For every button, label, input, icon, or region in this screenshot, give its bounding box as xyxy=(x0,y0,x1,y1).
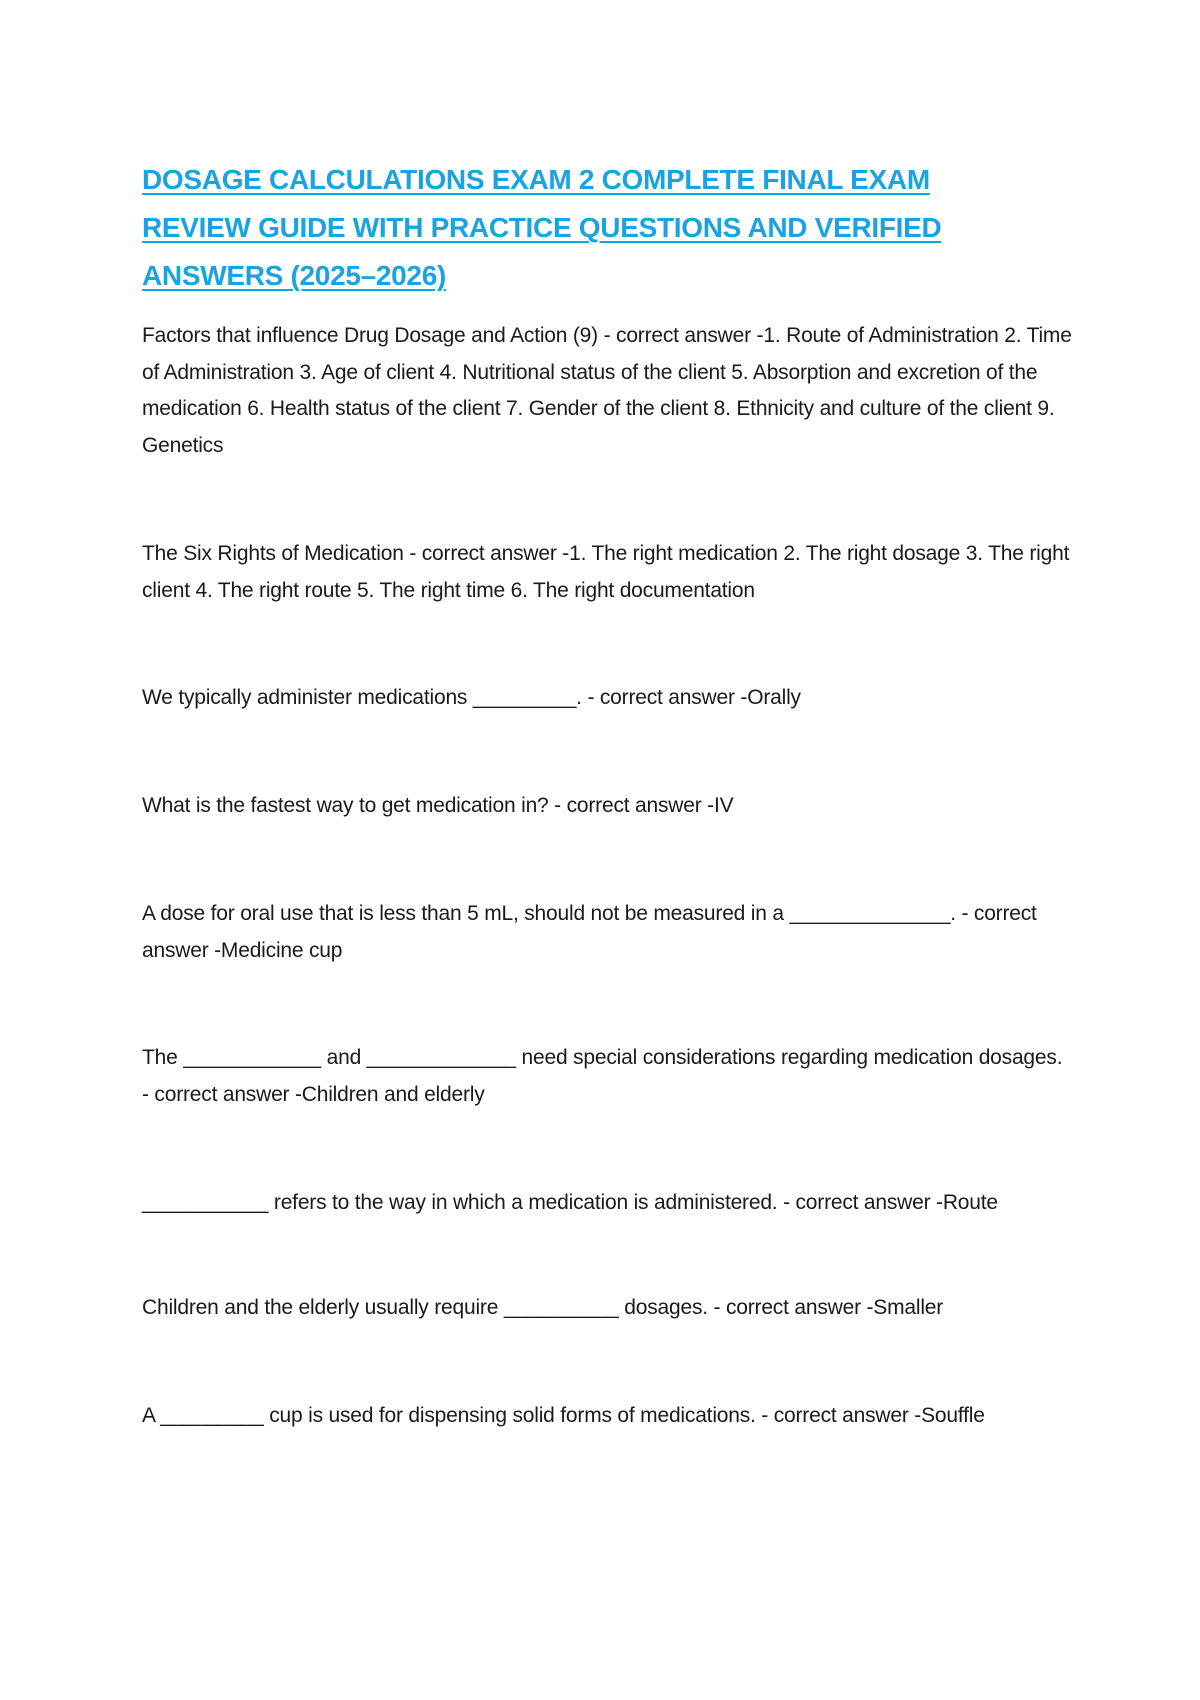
qa-item-souffle-cup: A _________ cup is used for dispensing solid forms of medications. - correct answer -Souffle xyxy=(142,1404,985,1427)
document-title: DOSAGE CALCULATIONS EXAM 2 COMPLETE FINAL EXAM REVIEW GUIDE WITH PRACTICE QUESTIONS AND VERIFIED ANSWERS (2025–2026) xyxy=(142,164,942,291)
qa-item-route: ___________ refers to the way in which a medication is administered. - correct answer -Route xyxy=(142,1191,998,1214)
qa-item-six-rights: The Six Rights of Medication - correct answer -1. The right medication 2. The right dosage 3. The right client 4. The right route 5. The right time 6. The right documentation xyxy=(142,542,1070,602)
qa-item-drug-dosage-factors: Factors that influence Drug Dosage and Action (9) - correct answer -1. Route of Administration 2. Time of Administration 3. Age of client 4. Nutritional status of the client 5. Absorption and excretion of the medication 6. Health status of the client 7. Gender of the client 8. Ethnicity and culture of the client 9. Genetics xyxy=(142,324,1072,457)
qa-item-fastest-way: What is the fastest way to get medication in? - correct answer -IV xyxy=(142,794,734,817)
qa-item-orally: We typically administer medications _________. - correct answer -Orally xyxy=(142,686,801,709)
qa-item-special-considerations: The ____________ and _____________ need special considerations regarding medication dosages. - correct answer -Children and elderly xyxy=(142,1046,1063,1106)
qa-item-smaller-dosages: Children and the elderly usually require __________ dosages. - correct answer -Smaller xyxy=(142,1296,944,1319)
qa-item-medicine-cup: A dose for oral use that is less than 5 mL, should not be measured in a ______________. - correct answer -Medicine cup xyxy=(142,902,1037,962)
